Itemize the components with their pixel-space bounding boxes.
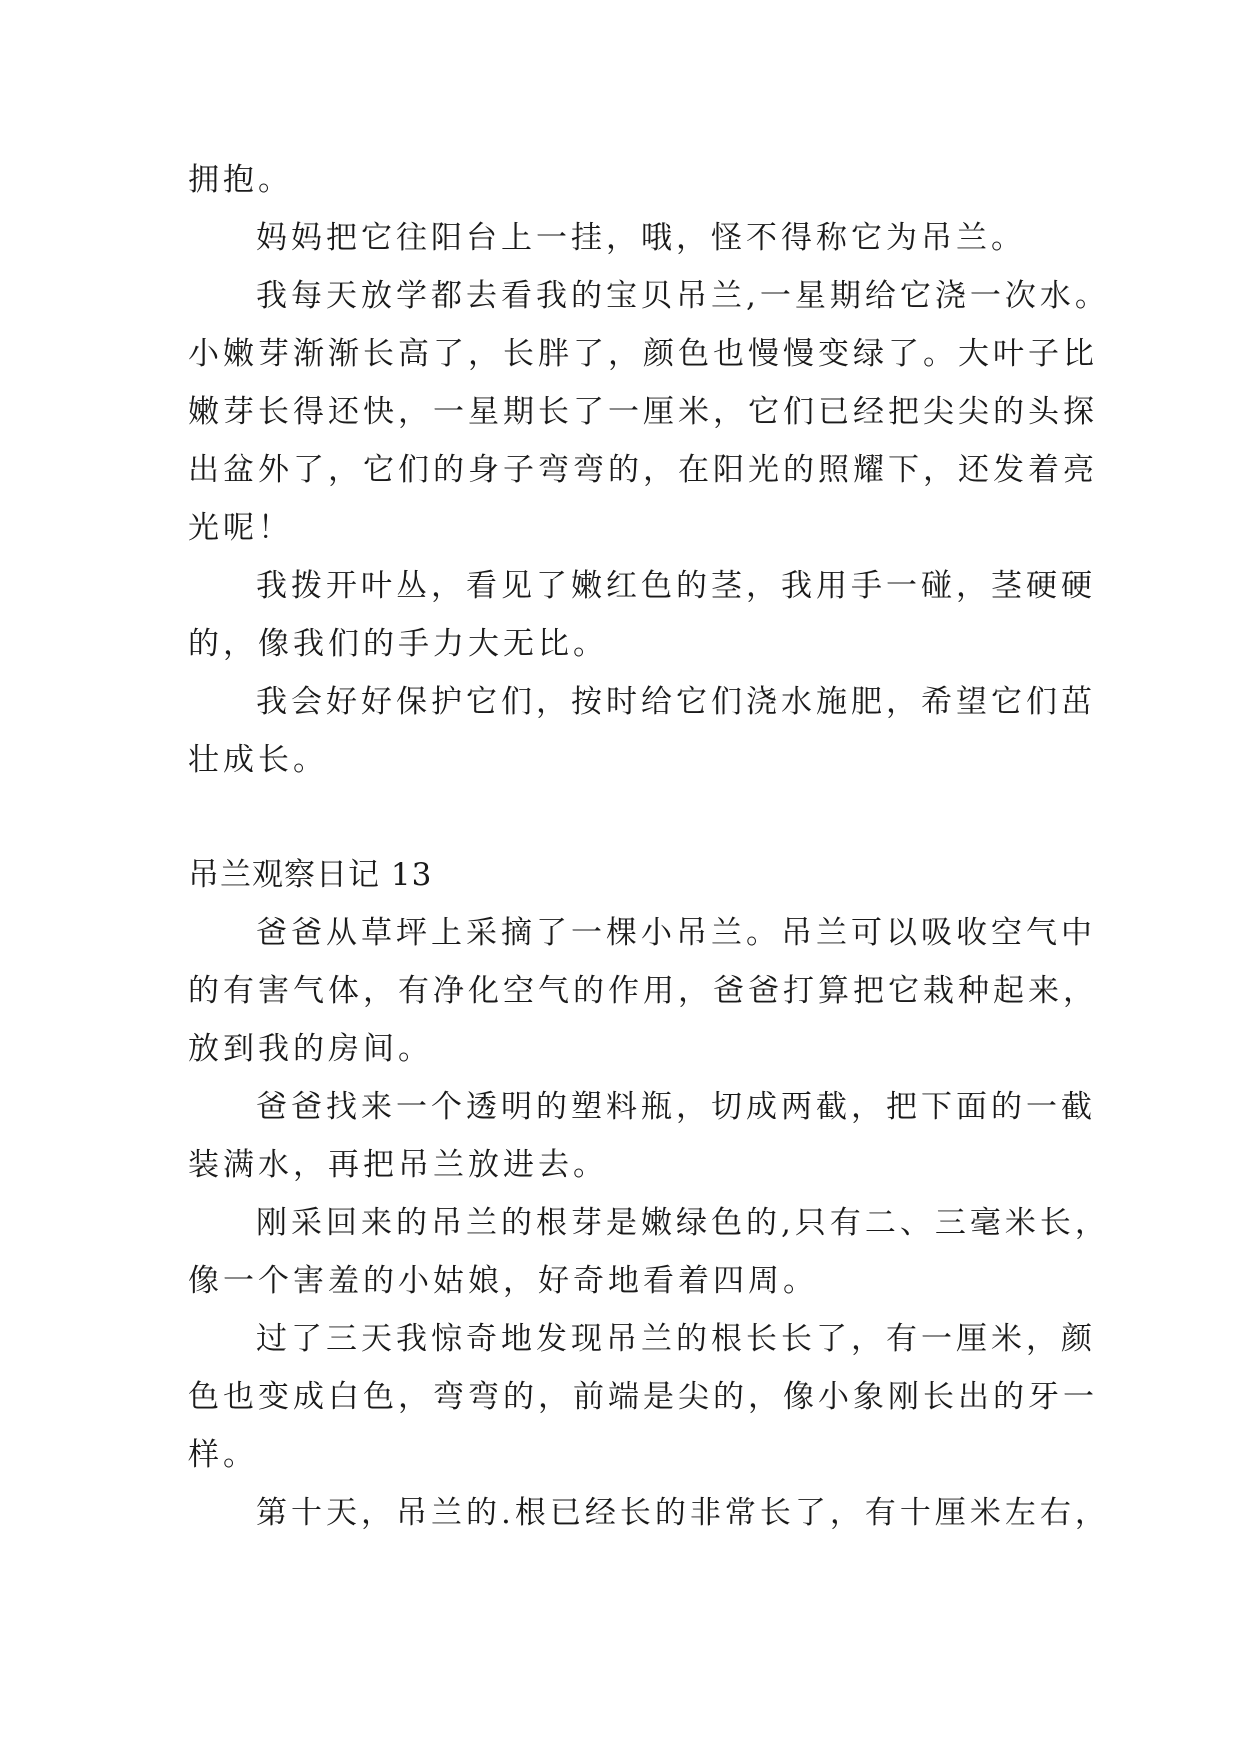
text-line: 第十天，吊兰的.根已经长的非常长了，有十厘米左右， — [256, 1495, 1110, 1531]
text-line: 装满水，再把吊兰放进去。 — [188, 1147, 608, 1183]
text-line: 爸爸找来一个透明的塑料瓶，切成两截，把下面的一截 — [256, 1089, 1096, 1125]
text-line: 出盆外了，它们的身子弯弯的，在阳光的照耀下，还发着亮 — [188, 452, 1098, 488]
text-line: 壮成长。 — [188, 742, 328, 778]
text-line: 我会好好保护它们，按时给它们浇水施肥，希望它们茁 — [256, 684, 1096, 720]
text-line: 像一个害羞的小姑娘，好奇地看着四周。 — [188, 1263, 818, 1299]
text-line: 刚采回来的吊兰的根芽是嫩绿色的,只有二、三毫米长， — [256, 1205, 1110, 1241]
text-line: 色也变成白色，弯弯的，前端是尖的，像小象刚长出的牙一 — [188, 1379, 1098, 1415]
text-line: 的有害气体，有净化空气的作用，爸爸打算把它栽种起来， — [188, 973, 1098, 1009]
text-line: 拥抱。 — [188, 162, 293, 198]
text-line: 爸爸从草坪上采摘了一棵小吊兰。吊兰可以吸收空气中 — [256, 915, 1096, 951]
section-title: 吊兰观察日记 13 — [188, 857, 433, 893]
text-line: 放到我的房间。 — [188, 1031, 433, 1067]
text-line: 我拨开叶丛，看见了嫩红色的茎，我用手一碰，茎硬硬 — [256, 568, 1096, 604]
text-line: 的，像我们的手力大无比。 — [188, 626, 608, 662]
text-line: 我每天放学都去看我的宝贝吊兰,一星期给它浇一次水。 — [256, 278, 1110, 314]
text-line: 光呢！ — [188, 510, 293, 546]
text-line: 妈妈把它往阳台上一挂，哦，怪不得称它为吊兰。 — [256, 220, 1026, 256]
text-line: 小嫩芽渐渐长高了，长胖了，颜色也慢慢变绿了。大叶子比 — [188, 336, 1098, 372]
text-line: 嫩芽长得还快，一星期长了一厘米，它们已经把尖尖的头探 — [188, 394, 1098, 430]
text-line: 过了三天我惊奇地发现吊兰的根长长了，有一厘米，颜 — [256, 1321, 1096, 1357]
text-line: 样。 — [188, 1437, 258, 1473]
